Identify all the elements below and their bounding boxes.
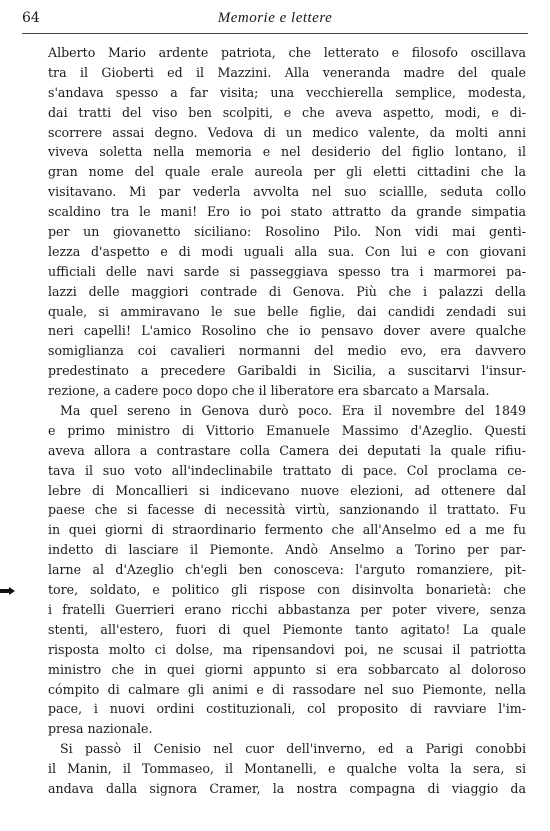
text-line: Ma quel sereno in Genova durò poco. Era il novembre del 1849 [60, 403, 526, 419]
text-line: tra il Gioberti ed il Mazzini. Alla veneranda madre del quale [48, 64, 526, 80]
text-line: il Manin, il Tommaseo, il Montanelli, e qualche volta la sera, si [48, 761, 526, 777]
text-line: tore, soldato, e politico gli rispose con disinvolta bonarietà: che [48, 582, 526, 598]
text-line: Alberto Mario ardente patriota, che letterato e filosofo oscillava [48, 45, 526, 60]
text-line: aveva allora a contrastare colla Camera dei deputati la quale rifiu- [48, 442, 526, 458]
text-line: somiglianza coi cavalieri normanni del medio evo, era davvero [48, 343, 526, 359]
text-line: neri capelli! L'amico Rosolino che io pensavo dover avere qualche [48, 323, 526, 339]
text-line: pace, i nuovi ordini costituzionali, col proposito di ravviare l'im- [48, 701, 526, 717]
header-rule [22, 33, 528, 34]
text-line: presa nazionale. [48, 721, 153, 737]
text-line: gran nome del quale erale aureola per gli eletti cittadini che la [48, 164, 526, 180]
text-line: lebre di Moncallieri si indicevano nuove elezioni, ad ottenere dal [48, 482, 526, 498]
text-line: risposta molto ci dolse, ma ripensandovi poi, ne scusai il patriotta [48, 641, 526, 657]
page-number: 64 [22, 10, 40, 26]
text-line: ufficiali delle navi sarde si passeggiava spesso tra i marmorei pa- [48, 263, 526, 279]
text-line: viveva soletta nella memoria e nel desiderio del figlio lontano, il [48, 144, 526, 160]
text-line: predestinato a precedere Garibaldi in Sicilia, a suscitarvi l'insur- [48, 363, 526, 379]
text-line: tava il suo voto all'indeclinabile trattato di pace. Col proclama ce- [48, 462, 526, 478]
text-line: quale, si ammiravano le sue belle figlie, dai candidi zendadi sui [48, 303, 526, 319]
text-line: lezza d'aspetto e di modi uguali alla sua. Con lui e con giovani [48, 243, 526, 259]
text-line: indetto di lasciare il Piemonte. Andò Anselmo a Torino per par- [48, 542, 526, 558]
margin-pointer-icon [0, 585, 16, 597]
text-line: dai tratti del viso ben scolpiti, e che aveva aspetto, modi, e di- [48, 104, 526, 120]
text-line: s'andava spesso a far visita; una vecchierella semplice, modesta, [48, 84, 526, 100]
text-line: per un giovanetto siciliano: Rosolino Pilo. Non vidi mai genti- [48, 224, 526, 240]
running-title: Memorie e lettere [217, 10, 333, 26]
text-line: visitavano. Mi par vederla avvolta nel suo sciallle, seduta collo [48, 184, 526, 200]
text-line: ministro che in quei giorni appunto si era sobbarcato al doloroso [48, 661, 526, 677]
text-line: cómpito di calmare gli animi e di rassodare nel suo Piemonte, nella [48, 681, 526, 697]
text-line: scaldino tra le mani! Ero io poi stato attratto da grande simpatia [48, 204, 526, 220]
text-line: larne al d'Azeglio ch'egli ben conosceva: l'arguto romanziere, pit- [48, 562, 526, 578]
text-line: lazzi delle maggiori contrade di Genova. Più che i palazzi della [48, 283, 526, 299]
text-line: stenti, all'estero, fuori di quel Piemonte tanto agitato! La quale [48, 621, 526, 637]
text-line: i fratelli Guerrieri erano ricchi abbastanza per poter vivere, senza [48, 601, 526, 617]
text-line: paese che si facesse di necessità virtù, sanzionando il trattato. Fu [48, 502, 526, 518]
text-line: Si passò il Cenisio nel cuor dell'inverno, ed a Parigi conobbi [60, 741, 526, 757]
text-line: scorrere assai degno. Vedova di un medico valente, da molti anni [48, 124, 526, 140]
body-text [48, 43, 526, 799]
text-line: andava dalla signora Cramer, la nostra compagna di viaggio da [48, 780, 526, 796]
page-header [22, 10, 528, 32]
text-line: in quei giorni di straordinario fermento che all'Anselmo ed a me fu [48, 522, 526, 538]
text-line: rezione, a cadere poco dopo che il liberatore era sbarcato a Marsala. [48, 383, 490, 399]
text-line: e primo ministro di Vittorio Emanuele Massimo d'Azeglio. Questi [48, 422, 526, 438]
